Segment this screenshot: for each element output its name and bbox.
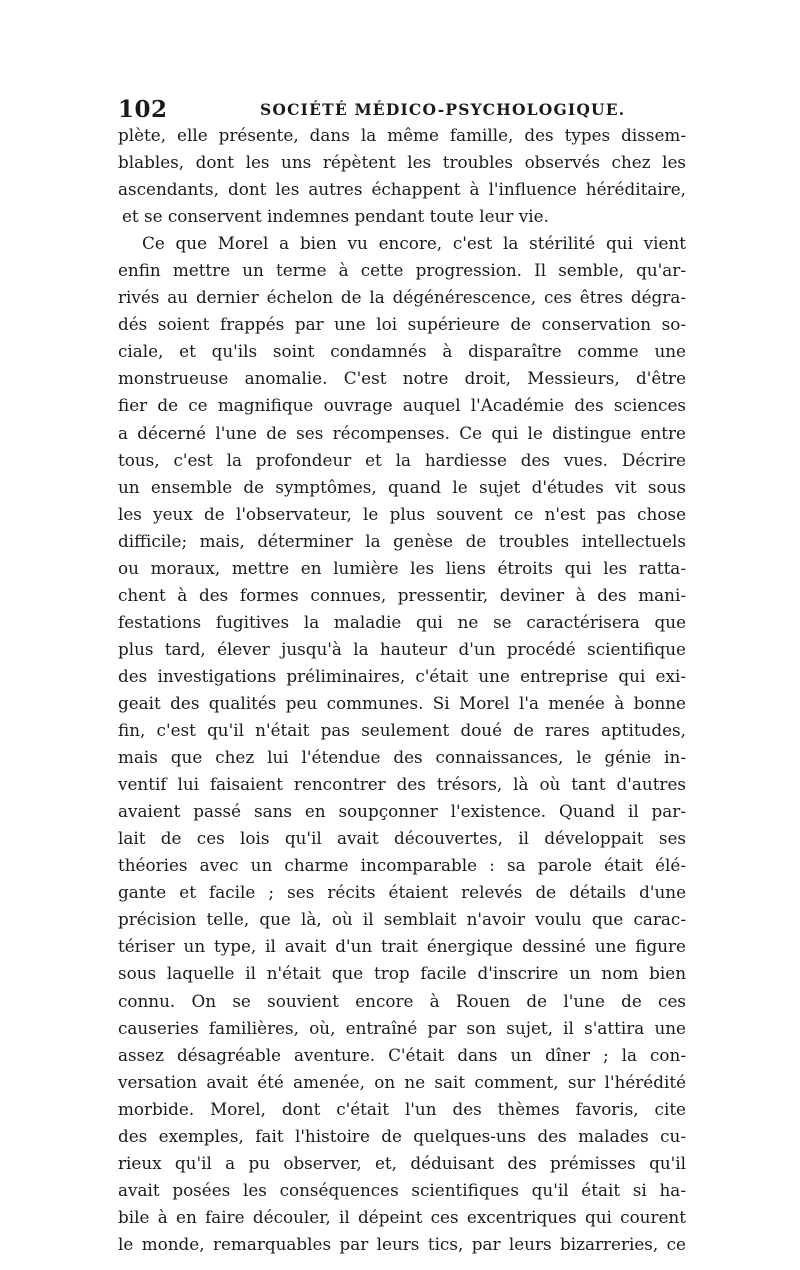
body-text xyxy=(118,122,686,1258)
running-head: SOCIÉTÉ MÉDICO-PSYCHOLOGIQUE. xyxy=(260,100,626,119)
text-line: chent à des formes connues, pressentir, deviner à des mani- xyxy=(118,584,686,605)
text-line: précision telle, que là, où il semblait n'avoir voulu que carac- xyxy=(118,909,686,930)
text-line: le monde, remarquables par leurs tics, par leurs bizarreries, ce xyxy=(118,1233,686,1254)
text-line: avaient passé sans en soupçonner l'existence. Quand il par- xyxy=(118,801,686,822)
text-line: dés soient frappés par une loi supérieure de conservation so- xyxy=(118,314,686,335)
text-line: difficile; mais, déterminer la genèse de troubles intellectuels xyxy=(118,530,686,551)
text-line: plète, elle présente, dans la même famille, des types dissem- xyxy=(118,125,686,145)
text-line: plus tard, élever jusqu'à la hauteur d'un procédé scientifique xyxy=(118,638,686,659)
text-line: bile à en faire découler, il dépeint ces excentriques qui courent xyxy=(118,1206,686,1227)
text-line: fier de ce magnifique ouvrage auquel l'Académie des sciences xyxy=(118,395,686,416)
page-number: 102 xyxy=(118,96,168,123)
text-line: des exemples, fait l'histoire de quelques-uns des malades cu- xyxy=(118,1125,686,1146)
text-line: morbide. Morel, dont c'était l'un des thèmes favoris, cite xyxy=(118,1098,686,1119)
text-line: ciale, et qu'ils soint condamnés à disparaître comme une xyxy=(118,341,686,362)
text-line: ascendants, dont les autres échappent à l'influence héréditaire, xyxy=(118,179,686,200)
text-line: avait posées les conséquences scientifiques qu'il était si ha- xyxy=(118,1179,686,1200)
text-line: Ce que Morel a bien vu encore, c'est la stérilité qui vient xyxy=(142,233,686,254)
text-line: versation avait été amenée, on ne sait comment, sur l'hérédité xyxy=(118,1071,686,1092)
text-line: a décerné l'une de ses récompenses. Ce qui le distingue entre xyxy=(118,422,686,443)
text-line: connu. On se souvient encore à Rouen de l'une de ces xyxy=(118,990,686,1011)
text-line: rieux qu'il a pu observer, et, déduisant des prémisses qu'il xyxy=(118,1152,686,1173)
text-line: théories avec un charme incomparable : sa parole était élé- xyxy=(118,855,686,876)
text-line: rivés au dernier échelon de la dégénérescence, ces êtres dégra- xyxy=(118,287,686,308)
text-line: assez désagréable aventure. C'était dans un dîner ; la con- xyxy=(118,1044,686,1065)
text-line: les yeux de l'observateur, le plus souvent ce n'est pas chose xyxy=(118,503,686,524)
text-line: blables, dont les uns répètent les troubles observés chez les xyxy=(118,152,686,173)
text-line: fin, c'est qu'il n'était pas seulement doué de rares aptitudes, xyxy=(118,720,686,741)
text-line: lait de ces lois qu'il avait découvertes, il développait ses xyxy=(118,828,686,849)
text-line: un ensemble de symptômes, quand le sujet d'études vit sous xyxy=(118,476,686,497)
text-line: sous laquelle il n'était que trop facile d'inscrire un nom bien xyxy=(118,963,686,984)
text-line: des investigations préliminaires, c'était une entreprise qui exi- xyxy=(118,665,686,686)
text-line: et se conservent indemnes pendant toute leur vie. xyxy=(122,206,549,227)
text-line: mais que chez lui l'étendue des connaissances, le génie in- xyxy=(118,747,686,768)
text-line: monstrueuse anomalie. C'est notre droit, Messieurs, d'être xyxy=(118,368,686,389)
text-line: tériser un type, il avait d'un trait énergique dessiné une figure xyxy=(118,936,686,957)
text-line: geait des qualités peu communes. Si Morel l'a menée à bonne xyxy=(118,692,686,713)
text-line: gante et facile ; ses récits étaient relevés de détails d'une xyxy=(118,882,686,903)
text-line: ou moraux, mettre en lumière les liens étroits qui les ratta- xyxy=(118,557,686,578)
text-line: causeries familières, où, entraîné par son sujet, il s'attira une xyxy=(118,1017,686,1038)
text-line: enfin mettre un terme à cette progression. Il semble, qu'ar- xyxy=(118,260,686,281)
text-line: festations fugitives la maladie qui ne se caractérisera que xyxy=(118,611,686,632)
text-line: ventif lui faisaient rencontrer des trésors, là où tant d'autres xyxy=(118,774,686,795)
text-line: tous, c'est la profondeur et la hardiesse des vues. Décrire xyxy=(118,449,686,470)
